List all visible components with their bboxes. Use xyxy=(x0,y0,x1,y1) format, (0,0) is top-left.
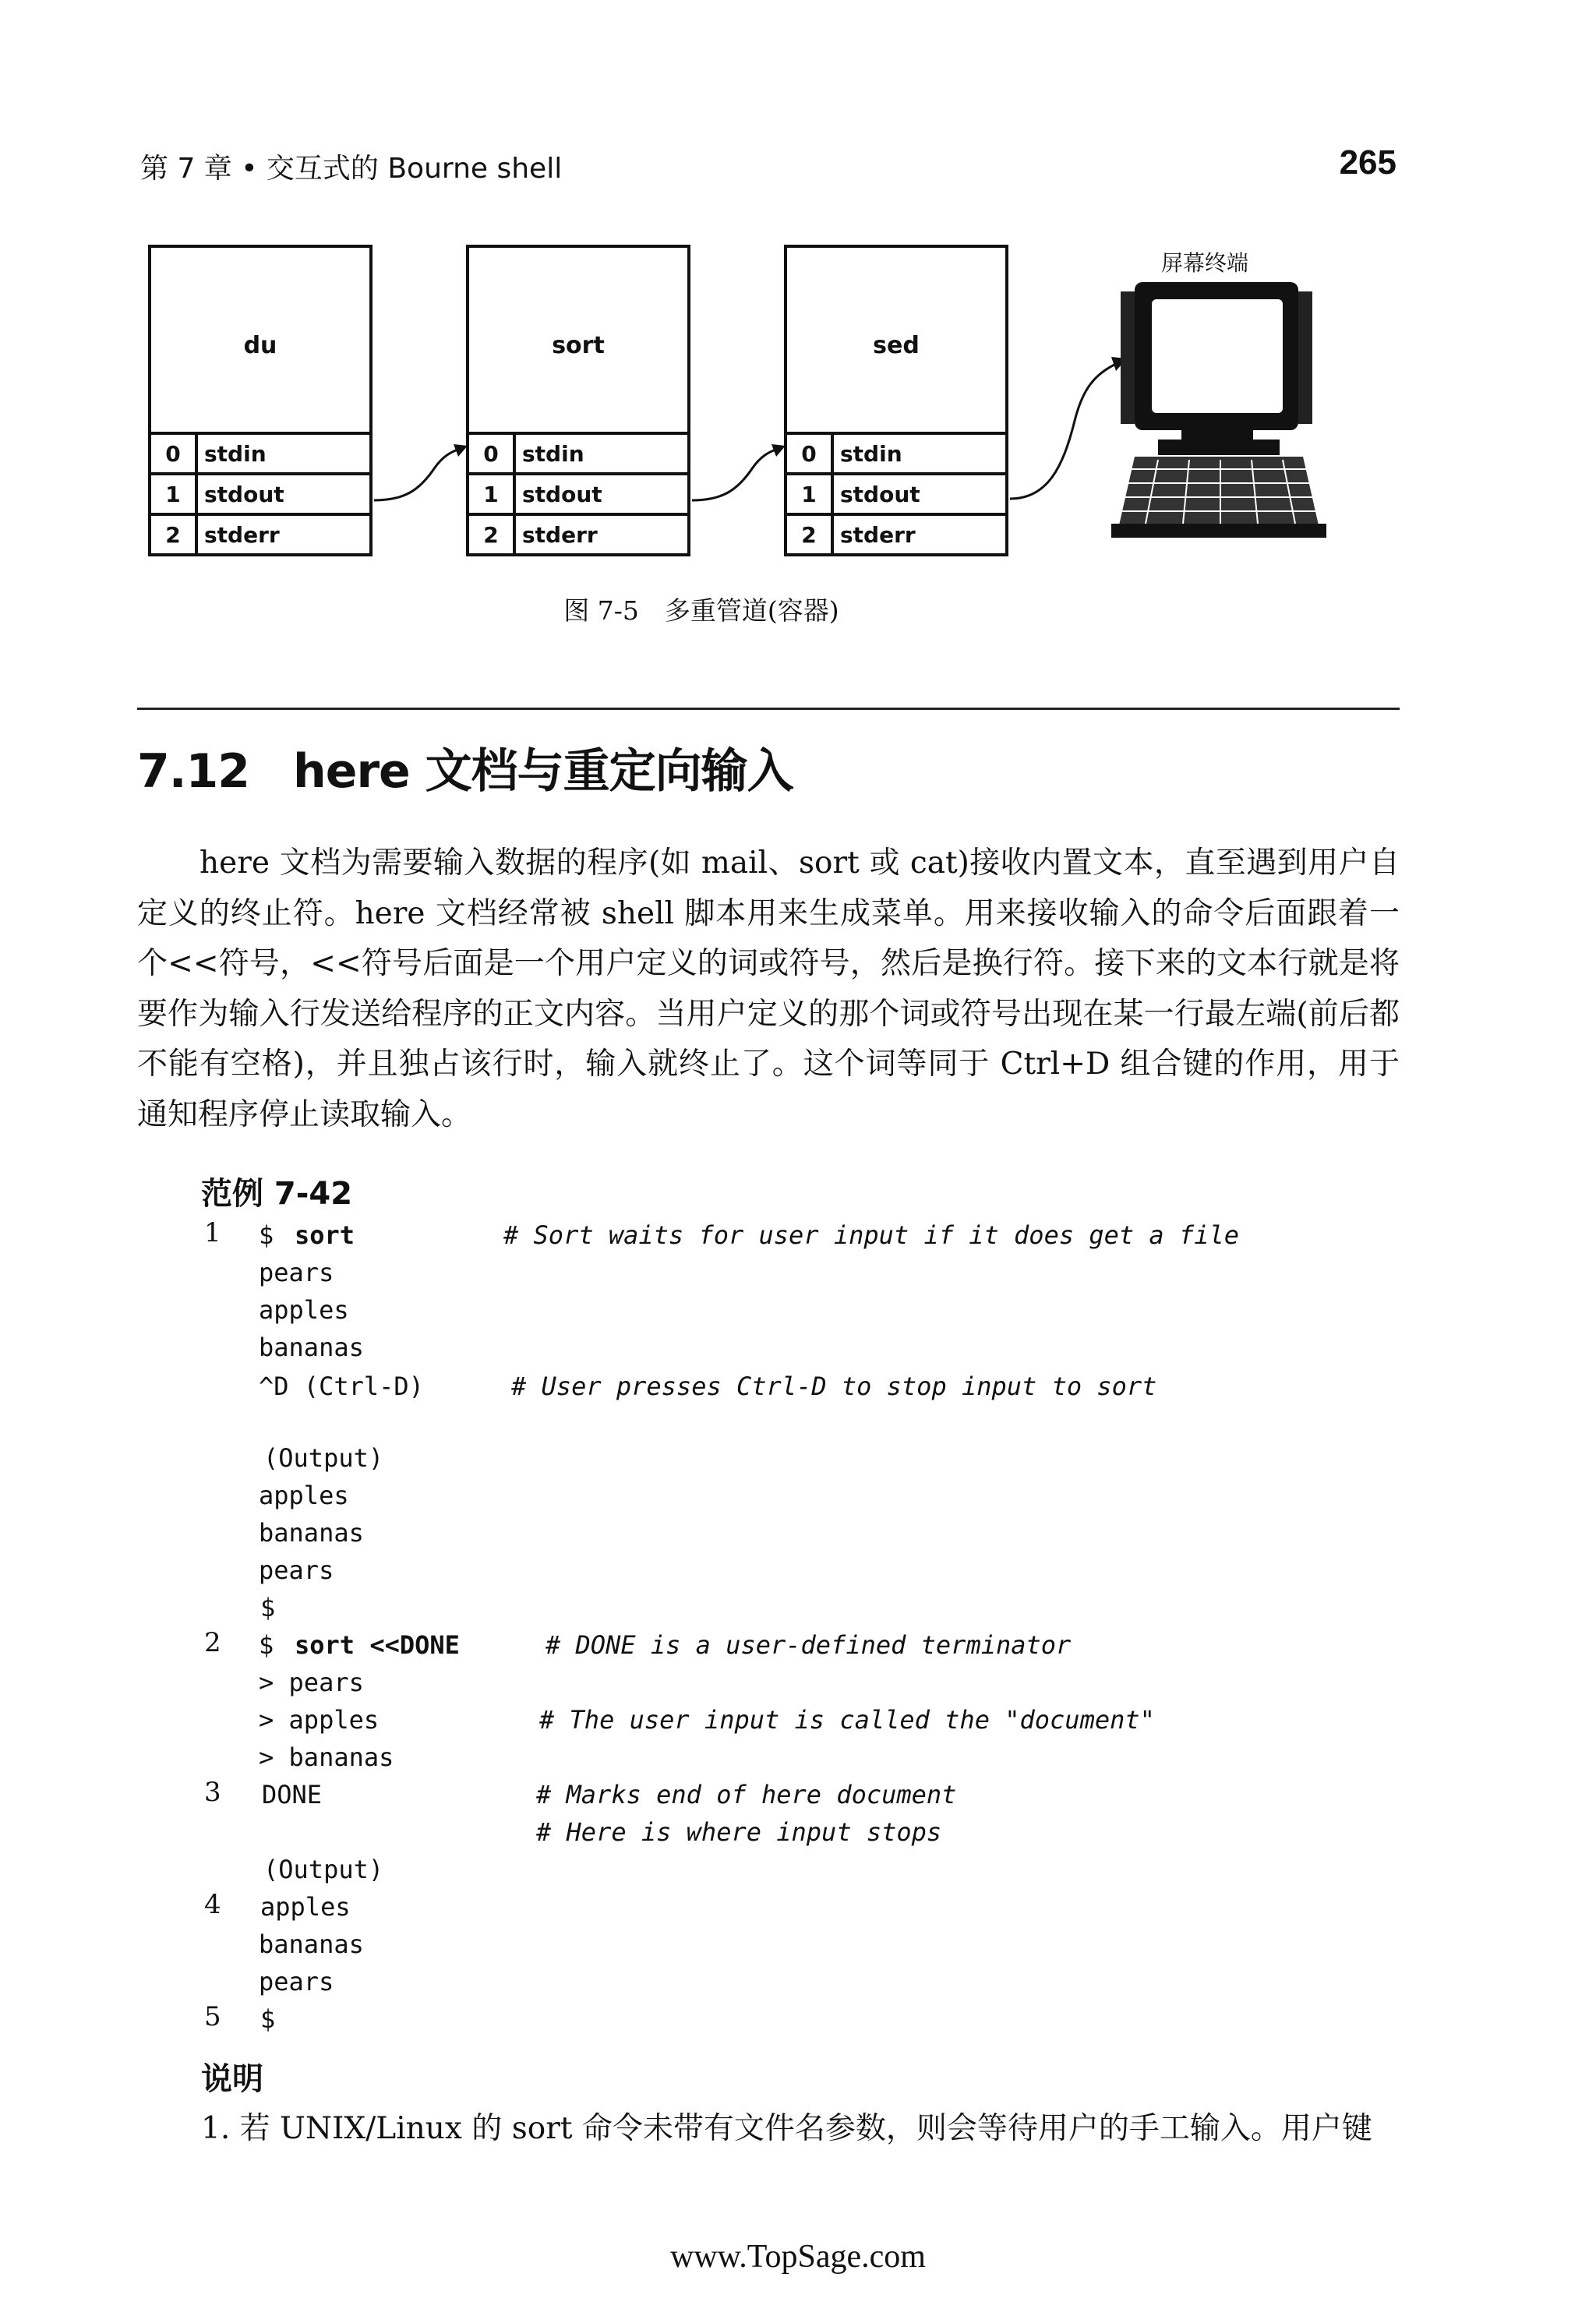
terminal-label: 屏幕终端 xyxy=(1161,250,1249,276)
note-item: 1. 若 UNIX/Linux 的 sort 命令未带有文件名参数，则会等待用户的手工输入。用户键 xyxy=(201,2111,1372,2146)
fd-row xyxy=(151,514,369,553)
fd-label: stdout xyxy=(514,474,687,514)
code-comment: # Here is where input stops xyxy=(536,1817,942,1847)
fd-label: stderr xyxy=(514,514,687,553)
fd-table xyxy=(151,432,369,553)
code-comment: # Sort waits for user input if it does get a file xyxy=(503,1220,1240,1250)
line-number: 2 xyxy=(204,1627,221,1658)
shell-prompt: $ xyxy=(259,1630,289,1660)
fd-row xyxy=(469,474,687,514)
line-number: 3 xyxy=(204,1777,221,1808)
fd-number: 1 xyxy=(787,474,832,514)
output-line: pears xyxy=(259,1555,334,1585)
process-name: du xyxy=(243,332,277,359)
code-comment: # DONE is a user-defined terminator xyxy=(546,1630,1072,1660)
input-line: pears xyxy=(259,1258,334,1287)
section-title: here 文档与重定向输入 xyxy=(293,744,793,799)
fd-label: stdin xyxy=(832,433,1005,474)
ctrl-d-line: ^D (Ctrl-D) xyxy=(259,1372,424,1401)
input-line: > bananas xyxy=(259,1742,394,1772)
process-box-sed xyxy=(784,245,1008,556)
command-text: sort xyxy=(295,1220,355,1250)
fd-table xyxy=(787,432,1005,553)
page-number: 265 xyxy=(1339,143,1396,182)
input-line: > pears xyxy=(259,1668,364,1697)
code-comment: # User presses Ctrl-D to stop input to sort xyxy=(511,1372,1157,1401)
input-line: apples xyxy=(259,1295,349,1325)
fd-row xyxy=(787,433,1005,474)
fd-label: stderr xyxy=(196,514,369,553)
fd-number: 2 xyxy=(469,514,514,553)
section-number: 7.12 xyxy=(137,744,250,799)
fd-number: 0 xyxy=(151,433,196,474)
shell-prompt: $ xyxy=(260,2004,276,2034)
line-number: 5 xyxy=(204,2001,221,2032)
pipe-arrow-icon xyxy=(690,436,792,514)
fd-label: stdin xyxy=(196,433,369,474)
fd-number: 1 xyxy=(151,474,196,514)
fd-number: 0 xyxy=(469,433,514,474)
example-title: 范例 7-42 xyxy=(201,1176,353,1212)
code-comment: # The user input is called the "document" xyxy=(539,1705,1155,1735)
figure-caption: 图 7-5 多重管道(容器) xyxy=(563,595,839,626)
shell-prompt: $ xyxy=(260,1593,276,1622)
output-line: bananas xyxy=(259,1929,364,1959)
footer-url: www.TopSage.com xyxy=(670,2239,926,2275)
fd-label: stderr xyxy=(832,514,1005,553)
shell-prompt: $ xyxy=(259,1220,289,1250)
fd-row xyxy=(787,514,1005,553)
fd-row xyxy=(151,433,369,474)
body-paragraph: here 文档为需要输入数据的程序(如 mail、sort 或 cat)接收内置文本，直至遇到用户自定义的终止符。here 文档经常被 shell 脚本用来生成菜单。用来接收输入的命令后面跟着一个<<符号，<<符号后面是一个用户定义的词或符号，然后是换行符。接下来的文本行就是将要作为输入行发送给程序的正文内容。当用户定义的那个词或符号出现在某一行最左端(前后都不能有空格)，并且独占该行时，输入就终止了。这个词等同于 Ctrl+D 组合键的作用，用于通知程序停止读取输入。 xyxy=(137,846,1400,1132)
output-line: apples xyxy=(260,1892,351,1922)
fd-row xyxy=(469,514,687,553)
fd-row xyxy=(787,474,1005,514)
output-line: bananas xyxy=(259,1518,364,1548)
line-number: 1 xyxy=(204,1217,221,1248)
fd-number: 0 xyxy=(787,433,832,474)
pipe-arrow-icon xyxy=(373,436,474,514)
fd-row xyxy=(151,474,369,514)
fd-label: stdin xyxy=(514,433,687,474)
command-text: sort <<DONE xyxy=(295,1630,460,1660)
fd-row xyxy=(469,433,687,474)
section-heading xyxy=(137,734,793,801)
fd-number: 1 xyxy=(469,474,514,514)
process-box-sort xyxy=(466,245,690,556)
computer-terminal-icon xyxy=(1103,276,1334,550)
output-label: (Output) xyxy=(263,1855,384,1884)
input-line: > apples xyxy=(259,1705,380,1735)
output-line: pears xyxy=(259,1967,334,1996)
line-number: 4 xyxy=(204,1889,221,1920)
code-comment: # Marks end of here document xyxy=(536,1780,957,1809)
fd-label: stdout xyxy=(832,474,1005,514)
running-header: 第 7 章 • 交互式的 Bourne shell xyxy=(140,153,563,185)
output-line: apples xyxy=(259,1481,349,1510)
process-name: sed xyxy=(873,332,920,359)
process-box-du xyxy=(148,245,373,556)
fd-table xyxy=(469,432,687,553)
input-line: bananas xyxy=(259,1333,364,1362)
output-label: (Output) xyxy=(263,1443,384,1473)
notes-heading: 说明 xyxy=(201,2061,263,2097)
terminator-line: DONE xyxy=(262,1780,323,1809)
process-name: sort xyxy=(552,332,605,359)
section-divider xyxy=(137,708,1400,710)
fd-number: 2 xyxy=(787,514,832,553)
fd-label: stdout xyxy=(196,474,369,514)
fd-number: 2 xyxy=(151,514,196,553)
